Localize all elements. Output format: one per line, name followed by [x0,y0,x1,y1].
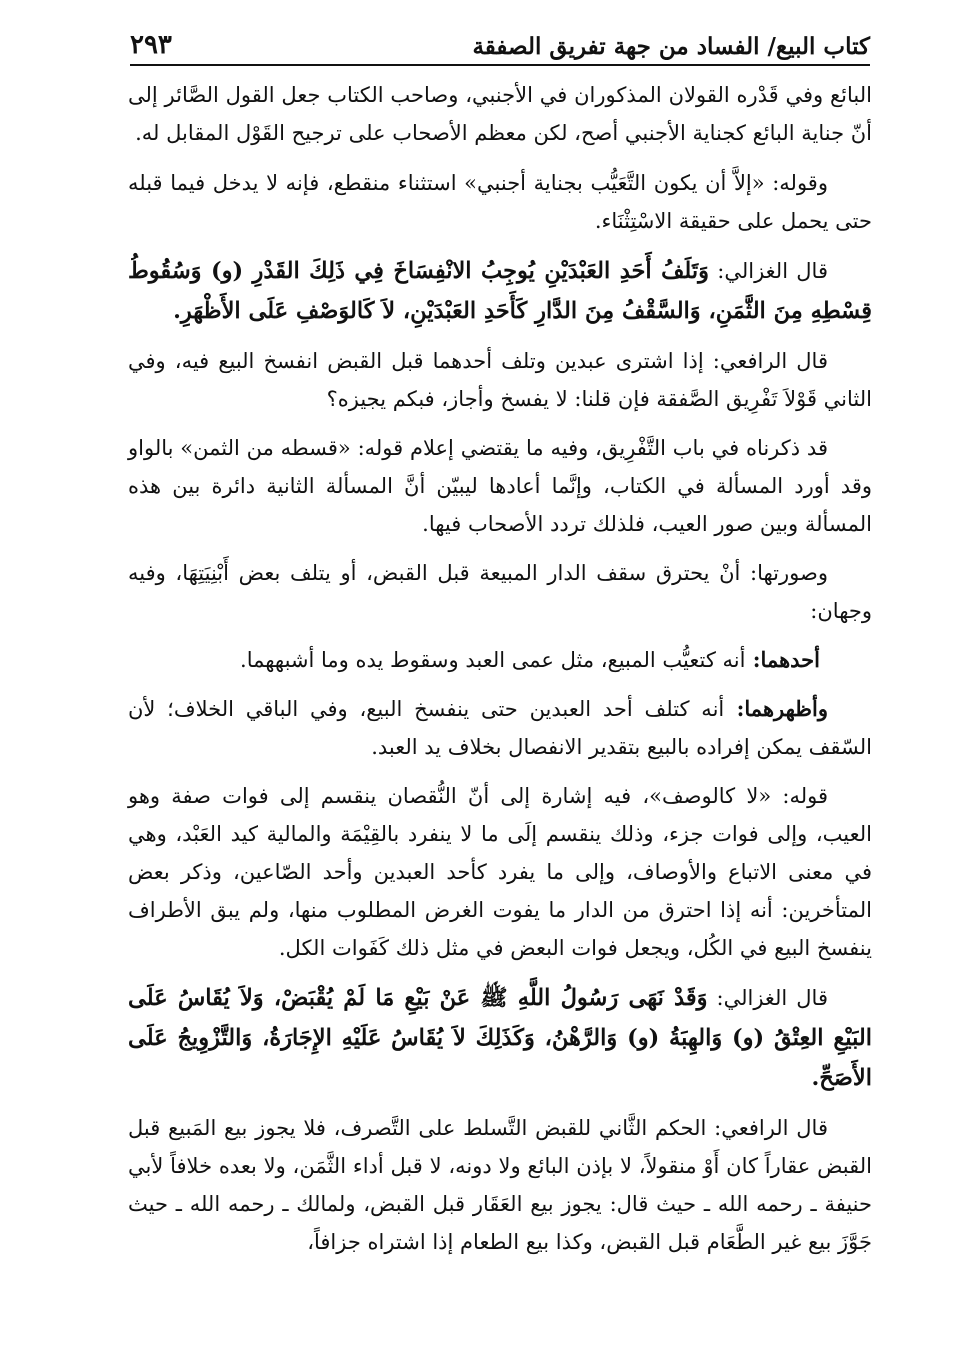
paragraph-lead: قال الرافعي: [706,1116,828,1140]
paragraph-bold-lead: وأظهرهما: [724,696,828,721]
paragraph-text: «لا كالوصف»، فيه إشارة إلى أنّ النُّقصان ينقسم إلى فوات صفة وهو العيب، وإلى فوات جزء، وذلك ينقسم إلَى ما لا ينفرد بالقِيْمَة والمالية كيد العَبْد، وهي في معنى الاتباع والأوصاف، وإلى ما يفرد كأحد العبدين وأحد الصّاعين، وذكر بعض المتأخرين: أنه إذا احترق من الدار ما يفوت الغرض المطلوب منها، ولم يبق الأطراف ينفسخ البيع في الكُل، ويجعل فوات البعض في مثل ذلك كَفَوات الكل. [128,784,872,960]
paragraph-bold-lead: أحدهما: [745,647,820,672]
matn-text: وَتَلَفُ أَحَدِ العَبْدَيْنِ يُوجِبُ الانْفِسَاخَ فِي ذَلِكَ القَدْرِ (و) وَسُقُوطُ قِسْطِهِ مِنَ الثَّمَنِ، وَالسَّقْفُ مِنَ الدَّارِ كَأَحَدِ العَبْدَيْنِ، لاَ كَالوَصْفِ عَلَى الأَظْهَرِ. [128,258,872,324]
paragraph-6 [128,554,872,630]
page-header [130,16,870,60]
paragraph-10-ghazali [128,978,872,1098]
matn-text: وَقَدْ نَهَى رَسُولُ اللَّهِ ﷺ عَنْ بَيْعِ مَا لَمْ يُقْبَضْ، وَلاَ يُقَاسُ عَلَى البَيْعِ العِتْقُ (و) وَالهِبَةُ (و) وَالرَّهْنُ، وَكَذَلِكَ لاَ يُقَاسُ عَلَيْهِ الإِجَارَةُ، وَالتَّزْوِيجُ عَلَى الأَصَحِّ. [128,985,872,1091]
paragraph-1 [128,76,872,152]
paragraph-lead: قال الغزالي: [707,986,828,1010]
paragraph-4-rafii [128,342,872,418]
paragraph-3-ghazali [128,251,872,331]
paragraph-text: أنه كتعيُّب المبيع، مثل عمى العبد وسقوط يده وما أشبههما. [240,648,746,672]
page-body [128,76,872,1272]
paragraph-text: البائع وفي قَدْره القولان المذكوران في الأجنبي، وصاحب الكتاب جعل القول الصَّائر إلى أنّ جناية البائع كجناية الأجنبي أصح، لكن معظم الأصحاب على ترجيح القَوْل المقابل له. [128,83,872,145]
paragraph-text: قد ذكرناه في باب التَّفْرِيق، وفيه ما يقتضي إعلام قوله: «قسطه من الثمن» بالواو وقد أورد المسألة في الكتاب، وإنَّما أعادها ليبيّن أنَّ المسألة الثانية دائرة بين هذه المسألة وبين صور العيب، فلذلك تردد الأصحاب فيها. [128,436,872,536]
paragraph-lead: وقوله: [764,171,828,195]
running-title: كتاب البيع/ الفساد من جهة تفريق الصفقة [472,33,870,60]
paragraph-5 [128,429,872,543]
paragraph-text: إذا اشترى عبدين وتلف أحدهما قبل القبض انفسخ البيع فيه، وفي الثاني قَوْلاَ تَفْرِيق الصَّفقة فإن قلنا: لا يفسخ وأجاز، فبكم يجيزه؟ [128,349,872,411]
paragraph-9 [128,777,872,967]
header-rule [130,64,870,66]
page-number: ٢٩٣ [130,30,172,60]
paragraph-lead: قوله: [771,784,829,808]
paragraph-8-second-view [128,690,872,766]
paragraph-7-first-view [128,641,872,679]
paragraph-11-rafii [128,1109,872,1261]
paragraph-text: أنه كتلف أحد العبدين حتى ينفسخ البيع، وفي الباقي الخلاف؛ لأن السّقف يمكن إفراده بالبيع بتقدير الانفصال بخلاف يد العبد. [128,697,872,759]
paragraph-text: وصورتها: أنْ يحترق سقف الدار المبيعة قبل القبض، أو يتلف بعض أَبْنِيَتِهَا، وفيه وجهان: [128,561,872,623]
paragraph-text: الحكم الثَّاني للقبض التَّسلط على التَّصرف، فلا يجوز بيع المَبيع قبل القبض عقاراً كان أَوْ منقولاً، لا بإذن البائع ولا دونه، لا قبل أداء الثَّمَن، ولا بعده خلافاً لأبي حنيفة ـ رحمه الله ـ حيث قال: يجوز بيع العَقَار قبل القبض، ولمالك ـ رحمه الله ـ حيث جَوَّزَ بيع غير الطَّعَام قبل القبض، وكذا بيع الطعام إذا اشتراه جزافاً، [128,1116,872,1254]
paragraph-text: «إلاَّ أن يكون التَّعَيُّب بجناية أجنبي» استثناء منقطع، فإنه لا يدخل فيما قبله حتى يحمل على حقيقة الاسْتِثْنَاء. [128,171,872,233]
paragraph-lead: قال الغزالي: [708,259,828,283]
paragraph-2 [128,164,872,240]
paragraph-lead: قال الرافعي: [703,349,828,373]
